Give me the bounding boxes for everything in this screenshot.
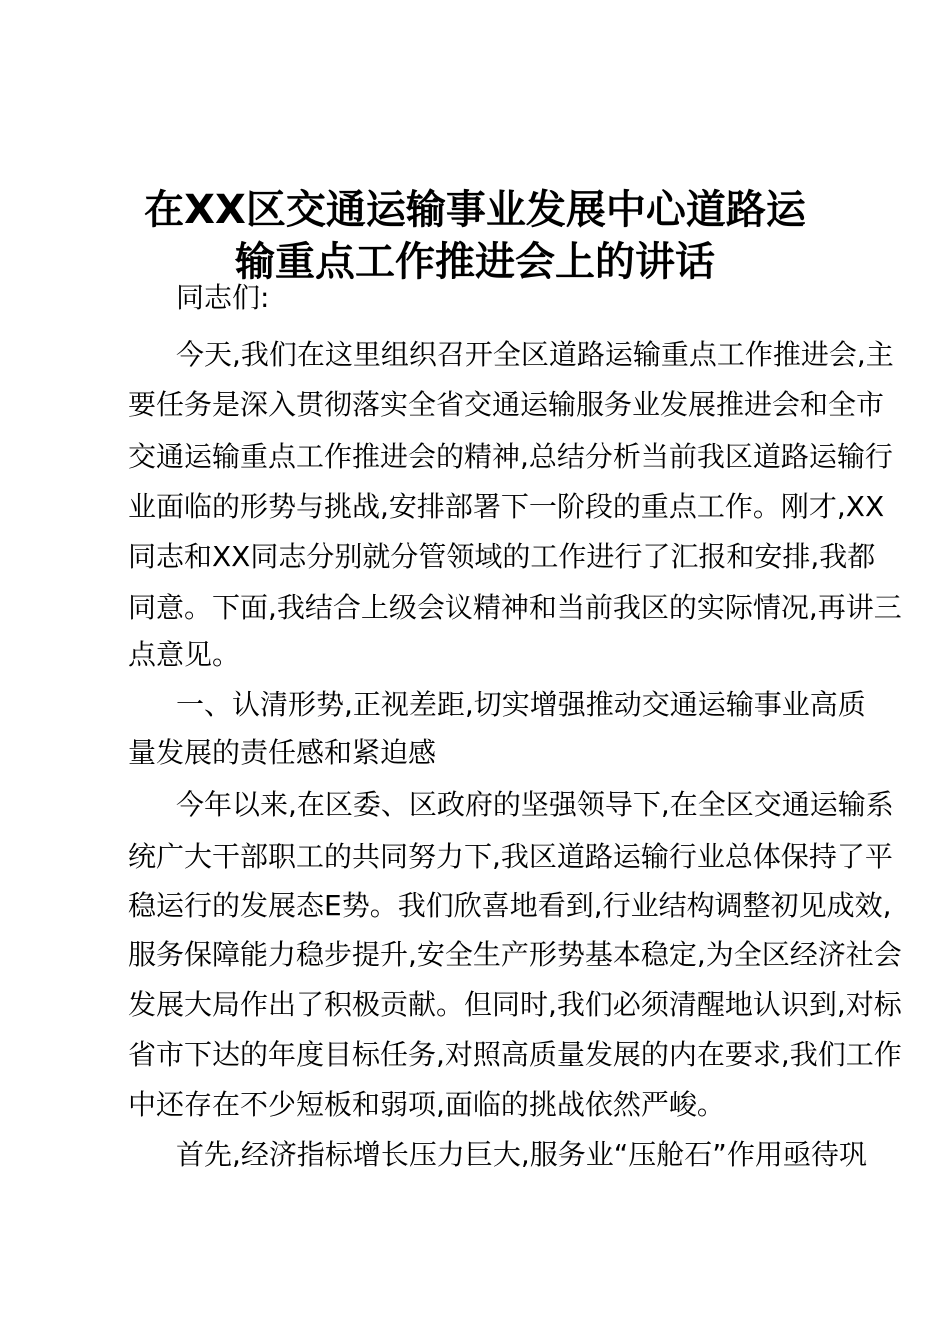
document-title-line-2: 输重点工作推进会上的讲话 [235, 239, 715, 285]
paragraph-4-line: 首先,经济指标增长压力巨大,服务业“压舱石”作用亟待巩 [176, 1138, 867, 1171]
paragraph-3-line: 服务保障能力稳步提升,安全生产形势基本稳定,为全区经济社会 [128, 938, 902, 971]
paragraph-1-line: 同志和XX同志分别就分管领域的工作进行了汇报和安排,我都 [128, 540, 876, 573]
paragraph-1-line: 今天,我们在这里组织召开全区道路运输重点工作推进会,主 [176, 338, 894, 371]
paragraph-1-line: 交通运输重点工作推进会的精神,总结分析当前我区道路运输行 [128, 440, 893, 473]
paragraph-2-line: 一、认清形势,正视差距,切实增强推动交通运输事业高质 [176, 688, 866, 721]
paragraph-1-line: 业面临的形势与挑战,安排部署下一阶段的重点工作。刚才,XX [128, 490, 885, 523]
paragraph-1-line: 同意。下面,我结合上级会议精神和当前我区的实际情况,再讲三 [128, 591, 902, 624]
paragraph-1-line: 要任务是深入贯彻落实全省交通运输服务业发展推进会和全市 [128, 388, 885, 421]
document-title-line-1: 在XX区交通运输事业发展中心道路运 [144, 187, 806, 233]
paragraph-3-line: 今年以来,在区委、区政府的坚强领导下,在全区交通运输系 [176, 788, 894, 821]
paragraph-2-line: 量发展的责任感和紧迫感 [128, 736, 437, 769]
paragraph-3-line: 稳运行的发展态E势。我们欣喜地看到,行业结构调整初见成效, [128, 889, 892, 922]
paragraph-3-line: 发展大局作出了积极贡献。但同时,我们必须清醒地认识到,对标 [128, 988, 902, 1021]
paragraph-3-line: 省市下达的年度目标任务,对照高质量发展的内在要求,我们工作 [128, 1038, 902, 1071]
paragraph-3-line: 中还存在不少短板和弱项,面临的挑战依然严峻。 [128, 1088, 725, 1121]
paragraph-3-line: 统广大干部职工的共同努力下,我区道路运输行业总体保持了平 [128, 840, 893, 873]
paragraph-0-line: 同志们: [176, 281, 270, 314]
paragraph-1-line: 点意见。 [128, 638, 241, 671]
